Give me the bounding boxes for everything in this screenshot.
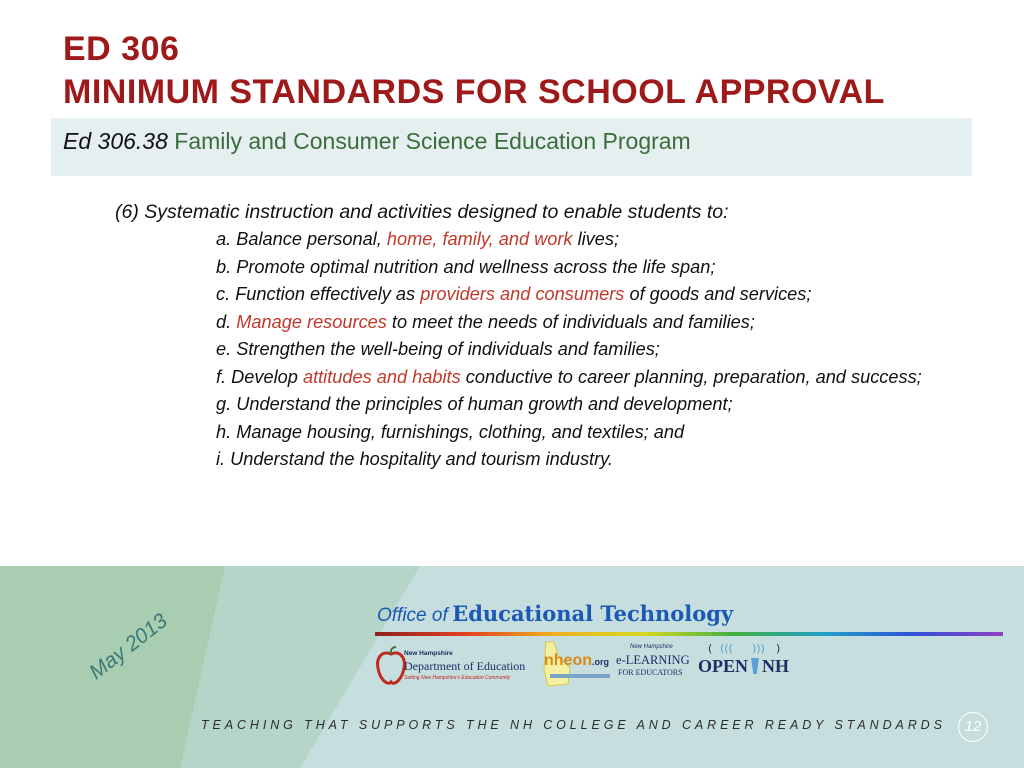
title-line-2: MINIMUM STANDARDS FOR SCHOOL APPROVAL (63, 73, 885, 111)
doe-name: Department of Education (404, 659, 526, 673)
item-text: f. Develop (216, 366, 303, 387)
item-text-end: conductive to career planning, preparation, and success; (460, 366, 922, 387)
item-text: a. Balance personal, (216, 229, 387, 249)
list-item (216, 254, 995, 282)
subtitle-band (51, 118, 972, 176)
item-text: h. Manage housing, furnishings, clothing, and textiles; and (216, 421, 685, 442)
opennh-logo (698, 640, 790, 688)
title-line-1: ED 306 (63, 30, 180, 68)
item-highlight: providers and consumers (420, 284, 625, 304)
broadcast-waves-icon (704, 640, 784, 656)
rainbow-divider (375, 632, 1003, 636)
standards-list (115, 226, 995, 474)
list-item (216, 446, 995, 474)
list-item (216, 419, 995, 447)
partner-logos (372, 640, 792, 692)
page-number: 12 (958, 712, 988, 742)
lead-text: (6) Systematic instruction and activities designed to enable students to: (115, 201, 729, 223)
subtitle-text (63, 128, 691, 155)
item-text-end: to meet the needs of individuals and families; (386, 311, 755, 332)
content-body (115, 198, 995, 474)
footer-tagline: TEACHING THAT SUPPORTS THE NH COLLEGE AND CAREER READY STANDARDS (201, 718, 946, 732)
svg-text:): ) (776, 642, 781, 655)
svg-text:(((: ((( (720, 642, 733, 655)
item-text: c. Function effectively as (216, 284, 421, 304)
elearning-logo (616, 644, 692, 690)
list-item (216, 391, 995, 419)
list-item (216, 281, 995, 309)
item-highlight: Manage resources (236, 311, 387, 332)
item-text: d. (216, 311, 237, 332)
doe-tagline: Setting New Hampshire's Education Community (404, 675, 511, 681)
nheon-logo (540, 640, 612, 690)
list-item (216, 336, 995, 364)
subtitle-program: Family and Consumer Science Education Program (174, 128, 691, 154)
svg-text:(: ( (708, 642, 713, 655)
item-text: i. Understand the hospitality and tourism industry. (216, 449, 613, 469)
list-item (216, 309, 995, 337)
office-name: Educational Technology (452, 601, 734, 626)
apple-icon (376, 646, 406, 688)
doe-logo (376, 644, 536, 690)
subtitle-code: Ed 306.38 (63, 128, 168, 154)
slide-title (63, 28, 885, 114)
office-prefix: Office of (377, 605, 448, 626)
doe-state: New Hampshire (404, 650, 453, 657)
item-text-end: lives; (572, 229, 620, 249)
office-logo-text (377, 601, 733, 627)
opennh-text: OPEN NH (698, 656, 790, 676)
elearning-name: e-LEARNING (616, 653, 690, 667)
item-text: g. Understand the principles of human growth and development; (216, 394, 733, 414)
svg-text:))): ))) (752, 642, 765, 655)
item-text-end: of goods and services; (624, 284, 812, 304)
elearning-state: New Hampshire (630, 644, 673, 650)
item-highlight: attitudes and habits (302, 366, 461, 387)
item-text: e. Strengthen the well-being of individuals and families; (216, 339, 660, 359)
list-item (216, 226, 995, 254)
item-highlight: home, family, and work (386, 229, 573, 249)
item-text: b. Promote optimal nutrition and wellness across the life span; (216, 256, 716, 277)
slide-date: May 2013 (85, 609, 172, 685)
nheon-name: nheon.org (544, 652, 609, 669)
list-item (216, 364, 995, 392)
elearning-sub: FOR EDUCATORS (618, 668, 683, 677)
